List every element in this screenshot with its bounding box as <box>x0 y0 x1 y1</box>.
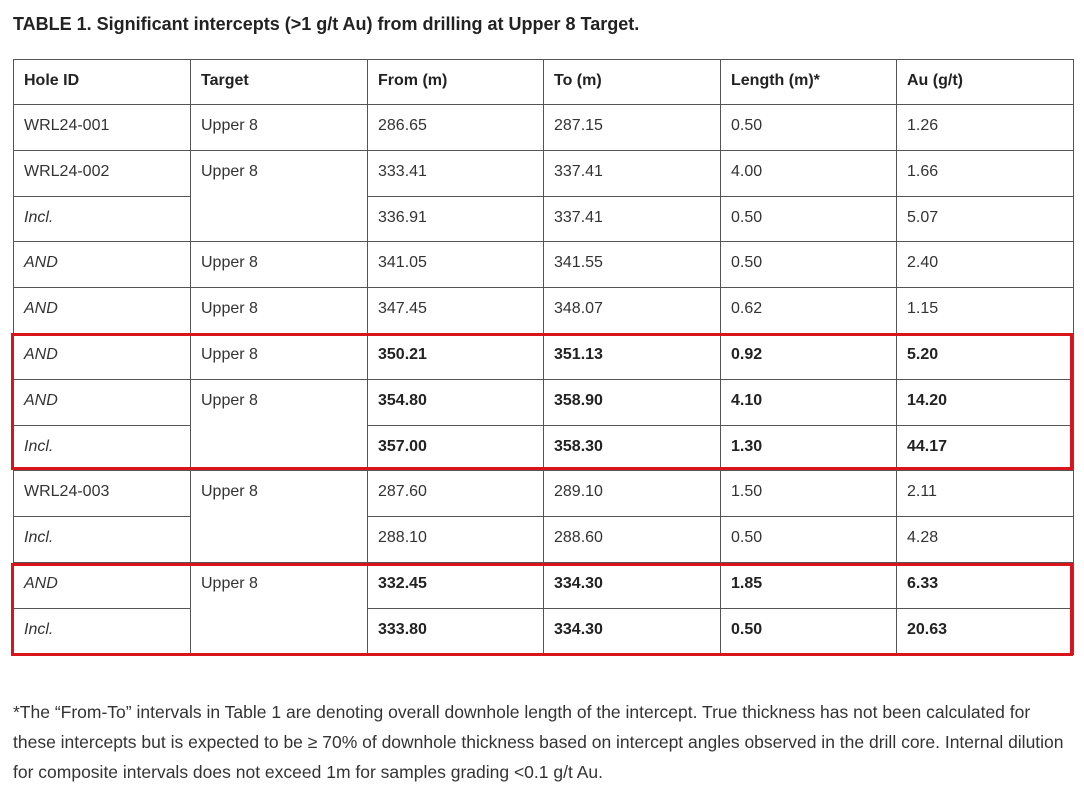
cell-hole-id: WRL24-001 <box>14 105 191 151</box>
cell-au: 14.20 <box>897 379 1074 425</box>
header-length: Length (m)* <box>721 60 897 105</box>
table-row <box>14 150 1074 196</box>
table-footnote: *The “From-To” intervals in Table 1 are denoting overall downhole length of the intercept. True thickness has not been calculated for these intercepts but is expected to be ≥ 70% of downhole thickness based on intercept angles observed in the drill core. Internal dilution for composite intervals does not exceed 1m for samples grading <0.1 g/t Au. <box>13 702 1064 782</box>
cell-hole-id: AND <box>14 333 191 379</box>
cell-from: 341.05 <box>368 242 544 288</box>
intercepts-table <box>13 59 1074 655</box>
cell-length: 4.10 <box>721 379 897 425</box>
cell-length: 0.50 <box>721 517 897 563</box>
cell-to: 351.13 <box>544 333 721 379</box>
table-row <box>14 288 1074 334</box>
cell-to: 348.07 <box>544 288 721 334</box>
table-row <box>14 517 1074 563</box>
cell-length: 0.50 <box>721 608 897 654</box>
header-au: Au (g/t) <box>897 60 1074 105</box>
cell-to: 337.41 <box>544 150 721 196</box>
table-row <box>14 196 1074 242</box>
table-row <box>14 242 1074 288</box>
cell-to: 341.55 <box>544 242 721 288</box>
cell-target: Upper 8 <box>191 379 368 471</box>
cell-hole-id: Incl. <box>14 425 191 471</box>
header-from: From (m) <box>368 60 544 105</box>
cell-from: 354.80 <box>368 379 544 425</box>
cell-hole-id: AND <box>14 288 191 334</box>
cell-au: 2.11 <box>897 471 1074 517</box>
cell-au: 1.26 <box>897 105 1074 151</box>
cell-from: 347.45 <box>368 288 544 334</box>
cell-hole-id: WRL24-003 <box>14 471 191 517</box>
cell-to: 288.60 <box>544 517 721 563</box>
cell-au: 44.17 <box>897 425 1074 471</box>
cell-hole-id: AND <box>14 562 191 608</box>
cell-au: 4.28 <box>897 517 1074 563</box>
cell-au: 1.66 <box>897 150 1074 196</box>
table-row <box>14 333 1074 379</box>
cell-length: 1.30 <box>721 425 897 471</box>
cell-target: Upper 8 <box>191 333 368 379</box>
cell-au: 2.40 <box>897 242 1074 288</box>
cell-length: 0.62 <box>721 288 897 334</box>
cell-hole-id: Incl. <box>14 196 191 242</box>
cell-length: 4.00 <box>721 150 897 196</box>
cell-target: Upper 8 <box>191 105 368 151</box>
table-row <box>14 379 1074 425</box>
intercepts-table-container <box>13 59 1073 655</box>
cell-from: 288.10 <box>368 517 544 563</box>
cell-hole-id: WRL24-002 <box>14 150 191 196</box>
header-target: Target <box>191 60 368 105</box>
cell-hole-id: Incl. <box>14 608 191 654</box>
cell-length: 0.50 <box>721 196 897 242</box>
cell-from: 333.80 <box>368 608 544 654</box>
table-header-row <box>14 60 1074 105</box>
cell-from: 336.91 <box>368 196 544 242</box>
cell-hole-id: AND <box>14 242 191 288</box>
cell-length: 0.50 <box>721 242 897 288</box>
cell-from: 332.45 <box>368 562 544 608</box>
cell-target: Upper 8 <box>191 562 368 654</box>
cell-from: 286.65 <box>368 105 544 151</box>
cell-from: 287.60 <box>368 471 544 517</box>
cell-au: 6.33 <box>897 562 1074 608</box>
cell-au: 5.07 <box>897 196 1074 242</box>
cell-length: 0.92 <box>721 333 897 379</box>
cell-to: 334.30 <box>544 608 721 654</box>
table-caption: TABLE 1. Significant intercepts (>1 g/t Au) from drilling at Upper 8 Target. <box>13 14 640 34</box>
table-row <box>14 425 1074 471</box>
header-to: To (m) <box>544 60 721 105</box>
cell-length: 0.50 <box>721 105 897 151</box>
table-row <box>14 471 1074 517</box>
cell-target: Upper 8 <box>191 242 368 288</box>
cell-hole-id: AND <box>14 379 191 425</box>
header-hole-id: Hole ID <box>14 60 191 105</box>
cell-from: 350.21 <box>368 333 544 379</box>
cell-to: 289.10 <box>544 471 721 517</box>
cell-target: Upper 8 <box>191 471 368 563</box>
cell-au: 5.20 <box>897 333 1074 379</box>
cell-au: 1.15 <box>897 288 1074 334</box>
cell-from: 357.00 <box>368 425 544 471</box>
cell-hole-id: Incl. <box>14 517 191 563</box>
cell-from: 333.41 <box>368 150 544 196</box>
cell-to: 334.30 <box>544 562 721 608</box>
cell-au: 20.63 <box>897 608 1074 654</box>
table-row <box>14 562 1074 608</box>
table-row <box>14 608 1074 654</box>
table-row <box>14 105 1074 151</box>
cell-target: Upper 8 <box>191 288 368 334</box>
cell-target: Upper 8 <box>191 150 368 242</box>
cell-length: 1.85 <box>721 562 897 608</box>
cell-to: 358.30 <box>544 425 721 471</box>
cell-to: 358.90 <box>544 379 721 425</box>
cell-to: 337.41 <box>544 196 721 242</box>
cell-to: 287.15 <box>544 105 721 151</box>
cell-length: 1.50 <box>721 471 897 517</box>
